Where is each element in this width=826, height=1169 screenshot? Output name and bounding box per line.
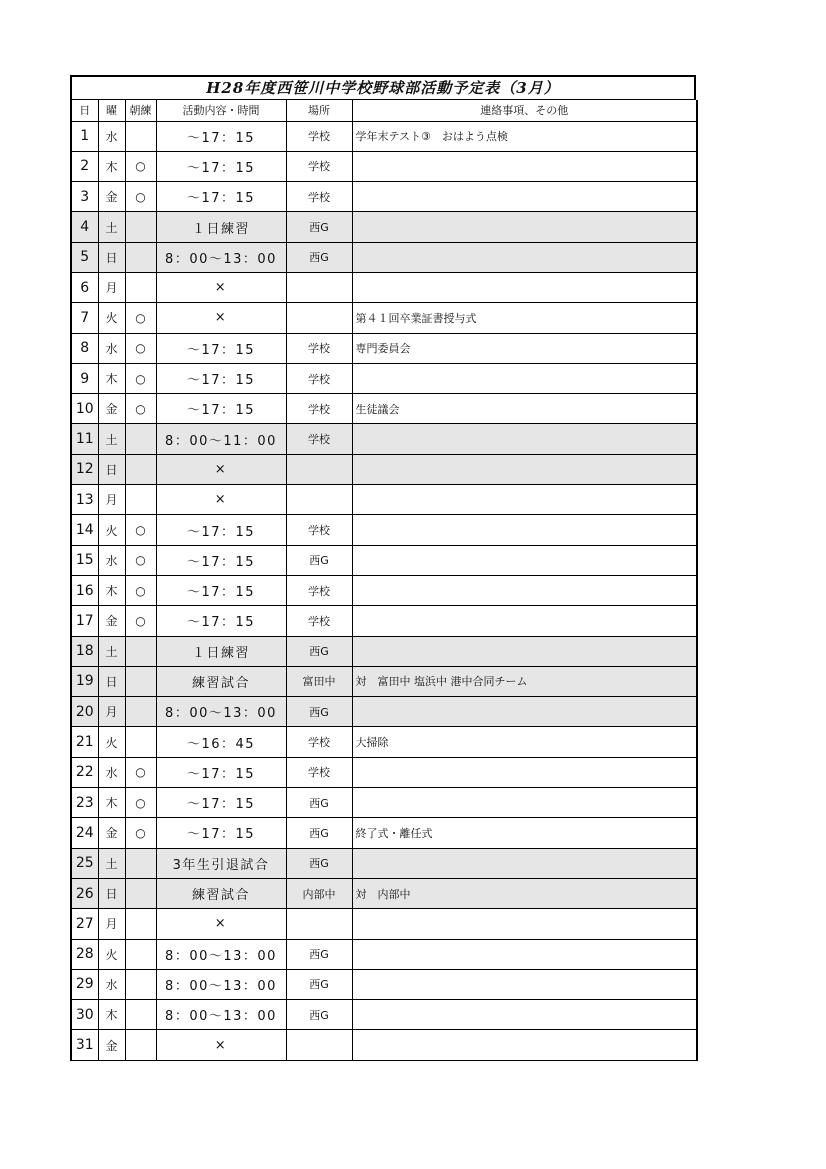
notes-cell bbox=[352, 151, 697, 181]
place-cell: 学校 bbox=[286, 727, 352, 757]
day-cell: 16 bbox=[71, 575, 98, 605]
weekday-cell: 木 bbox=[98, 788, 125, 818]
table-row bbox=[71, 333, 697, 363]
schedule-table bbox=[70, 100, 698, 1061]
table-row bbox=[71, 575, 697, 605]
notes-cell bbox=[352, 363, 697, 393]
place-cell: 学校 bbox=[286, 363, 352, 393]
activity-cell: 3年生引退試合 bbox=[156, 848, 286, 878]
place-cell: 学校 bbox=[286, 757, 352, 787]
activity-cell: 練習試合 bbox=[156, 878, 286, 908]
place-cell: 学校 bbox=[286, 151, 352, 181]
morning-practice-cell bbox=[125, 485, 156, 515]
activity-cell: ～17：15 bbox=[156, 818, 286, 848]
place-cell: 学校 bbox=[286, 515, 352, 545]
activity-cell: × bbox=[156, 909, 286, 939]
notes-cell bbox=[352, 1030, 697, 1060]
weekday-cell: 火 bbox=[98, 303, 125, 333]
activity-cell: × bbox=[156, 1030, 286, 1060]
morning-practice-cell bbox=[125, 121, 156, 151]
morning-practice-cell: ○ bbox=[125, 182, 156, 212]
notes-cell bbox=[352, 545, 697, 575]
day-cell: 1 bbox=[71, 121, 98, 151]
notes-cell bbox=[352, 969, 697, 999]
weekday-cell: 木 bbox=[98, 1000, 125, 1030]
notes-cell: 対 内部中 bbox=[352, 878, 697, 908]
page-title: H28年度西笹川中学校野球部活動予定表（3月） bbox=[70, 75, 696, 100]
place-cell: 西G bbox=[286, 697, 352, 727]
weekday-cell: 火 bbox=[98, 939, 125, 969]
activity-cell: ～17：15 bbox=[156, 757, 286, 787]
activity-cell: ～17：15 bbox=[156, 333, 286, 363]
weekday-cell: 木 bbox=[98, 575, 125, 605]
day-cell: 10 bbox=[71, 394, 98, 424]
day-cell: 15 bbox=[71, 545, 98, 575]
header-activity: 活動内容・時間 bbox=[156, 100, 286, 121]
activity-cell: ～17：15 bbox=[156, 394, 286, 424]
weekday-cell: 月 bbox=[98, 909, 125, 939]
notes-cell bbox=[352, 757, 697, 787]
activity-cell: 8：00～13：00 bbox=[156, 242, 286, 272]
activity-cell: ～17：15 bbox=[156, 575, 286, 605]
table-row bbox=[71, 697, 697, 727]
morning-practice-cell bbox=[125, 848, 156, 878]
place-cell: 西G bbox=[286, 636, 352, 666]
notes-cell bbox=[352, 515, 697, 545]
morning-practice-cell: ○ bbox=[125, 575, 156, 605]
notes-cell bbox=[352, 212, 697, 242]
notes-cell bbox=[352, 575, 697, 605]
day-cell: 24 bbox=[71, 818, 98, 848]
morning-practice-cell bbox=[125, 636, 156, 666]
table-row bbox=[71, 303, 697, 333]
morning-practice-cell: ○ bbox=[125, 757, 156, 787]
weekday-cell: 土 bbox=[98, 636, 125, 666]
place-cell: 西G bbox=[286, 939, 352, 969]
notes-cell bbox=[352, 182, 697, 212]
activity-cell: ～16：45 bbox=[156, 727, 286, 757]
weekday-cell: 日 bbox=[98, 242, 125, 272]
weekday-cell: 日 bbox=[98, 666, 125, 696]
activity-cell: ～17：15 bbox=[156, 182, 286, 212]
morning-practice-cell: ○ bbox=[125, 303, 156, 333]
morning-practice-cell bbox=[125, 454, 156, 484]
weekday-cell: 水 bbox=[98, 333, 125, 363]
notes-cell bbox=[352, 939, 697, 969]
weekday-cell: 木 bbox=[98, 151, 125, 181]
morning-practice-cell: ○ bbox=[125, 363, 156, 393]
day-cell: 12 bbox=[71, 454, 98, 484]
table-row bbox=[71, 121, 697, 151]
weekday-cell: 月 bbox=[98, 697, 125, 727]
activity-cell: 練習試合 bbox=[156, 666, 286, 696]
place-cell bbox=[286, 909, 352, 939]
header-weekday: 曜 bbox=[98, 100, 125, 121]
day-cell: 28 bbox=[71, 939, 98, 969]
day-cell: 29 bbox=[71, 969, 98, 999]
table-row bbox=[71, 212, 697, 242]
weekday-cell: 月 bbox=[98, 272, 125, 302]
day-cell: 17 bbox=[71, 606, 98, 636]
table-row bbox=[71, 485, 697, 515]
notes-cell: 大掃除 bbox=[352, 727, 697, 757]
weekday-cell: 土 bbox=[98, 424, 125, 454]
activity-cell: 8：00～13：00 bbox=[156, 697, 286, 727]
table-row bbox=[71, 1000, 697, 1030]
day-cell: 11 bbox=[71, 424, 98, 454]
table-row bbox=[71, 394, 697, 424]
day-cell: 2 bbox=[71, 151, 98, 181]
notes-cell bbox=[352, 424, 697, 454]
table-row bbox=[71, 757, 697, 787]
day-cell: 13 bbox=[71, 485, 98, 515]
table-row bbox=[71, 818, 697, 848]
day-cell: 9 bbox=[71, 363, 98, 393]
place-cell bbox=[286, 272, 352, 302]
weekday-cell: 木 bbox=[98, 363, 125, 393]
notes-cell bbox=[352, 909, 697, 939]
table-row bbox=[71, 182, 697, 212]
day-cell: 22 bbox=[71, 757, 98, 787]
weekday-cell: 金 bbox=[98, 394, 125, 424]
morning-practice-cell bbox=[125, 939, 156, 969]
notes-cell: 学年末テスト③ おはよう点検 bbox=[352, 121, 697, 151]
weekday-cell: 水 bbox=[98, 969, 125, 999]
notes-cell: 専門委員会 bbox=[352, 333, 697, 363]
morning-practice-cell: ○ bbox=[125, 606, 156, 636]
activity-cell: ～17：15 bbox=[156, 363, 286, 393]
morning-practice-cell: ○ bbox=[125, 151, 156, 181]
day-cell: 23 bbox=[71, 788, 98, 818]
header-notes: 連絡事項、その他 bbox=[352, 100, 697, 121]
notes-cell bbox=[352, 454, 697, 484]
schedule-sheet bbox=[70, 75, 696, 1061]
notes-cell: 生徒議会 bbox=[352, 394, 697, 424]
place-cell: 学校 bbox=[286, 333, 352, 363]
day-cell: 8 bbox=[71, 333, 98, 363]
activity-cell: ～17：15 bbox=[156, 788, 286, 818]
day-cell: 3 bbox=[71, 182, 98, 212]
day-cell: 7 bbox=[71, 303, 98, 333]
day-cell: 5 bbox=[71, 242, 98, 272]
place-cell: 学校 bbox=[286, 182, 352, 212]
morning-practice-cell bbox=[125, 242, 156, 272]
notes-cell bbox=[352, 788, 697, 818]
morning-practice-cell bbox=[125, 424, 156, 454]
table-row bbox=[71, 272, 697, 302]
table-row bbox=[71, 151, 697, 181]
notes-cell: 終了式・離任式 bbox=[352, 818, 697, 848]
activity-cell: １日練習 bbox=[156, 212, 286, 242]
day-cell: 19 bbox=[71, 666, 98, 696]
day-cell: 20 bbox=[71, 697, 98, 727]
weekday-cell: 火 bbox=[98, 727, 125, 757]
activity-cell: １日練習 bbox=[156, 636, 286, 666]
table-row bbox=[71, 727, 697, 757]
notes-cell bbox=[352, 242, 697, 272]
place-cell: 西G bbox=[286, 788, 352, 818]
table-row bbox=[71, 1030, 697, 1060]
table-row bbox=[71, 636, 697, 666]
place-cell bbox=[286, 485, 352, 515]
notes-cell: 第４１回卒業証書授与式 bbox=[352, 303, 697, 333]
table-row bbox=[71, 242, 697, 272]
day-cell: 25 bbox=[71, 848, 98, 878]
table-row bbox=[71, 454, 697, 484]
place-cell: 西G bbox=[286, 818, 352, 848]
morning-practice-cell: ○ bbox=[125, 394, 156, 424]
notes-cell bbox=[352, 606, 697, 636]
table-row bbox=[71, 848, 697, 878]
activity-cell: ～17：15 bbox=[156, 151, 286, 181]
header-day: 日 bbox=[71, 100, 98, 121]
place-cell bbox=[286, 1030, 352, 1060]
place-cell: 富田中 bbox=[286, 666, 352, 696]
place-cell: 西G bbox=[286, 545, 352, 575]
place-cell bbox=[286, 454, 352, 484]
activity-cell: × bbox=[156, 303, 286, 333]
activity-cell: 8：00～11：00 bbox=[156, 424, 286, 454]
table-row bbox=[71, 878, 697, 908]
morning-practice-cell bbox=[125, 878, 156, 908]
activity-cell: ～17：15 bbox=[156, 606, 286, 636]
table-row bbox=[71, 363, 697, 393]
day-cell: 31 bbox=[71, 1030, 98, 1060]
place-cell: 西G bbox=[286, 848, 352, 878]
table-row bbox=[71, 606, 697, 636]
morning-practice-cell bbox=[125, 272, 156, 302]
morning-practice-cell: ○ bbox=[125, 515, 156, 545]
day-cell: 27 bbox=[71, 909, 98, 939]
notes-cell bbox=[352, 636, 697, 666]
morning-practice-cell bbox=[125, 909, 156, 939]
activity-cell: 8：00～13：00 bbox=[156, 969, 286, 999]
place-cell: 学校 bbox=[286, 424, 352, 454]
table-row bbox=[71, 969, 697, 999]
day-cell: 30 bbox=[71, 1000, 98, 1030]
place-cell: 西G bbox=[286, 969, 352, 999]
weekday-cell: 水 bbox=[98, 545, 125, 575]
activity-cell: × bbox=[156, 272, 286, 302]
table-row bbox=[71, 666, 697, 696]
day-cell: 4 bbox=[71, 212, 98, 242]
morning-practice-cell bbox=[125, 666, 156, 696]
table-row bbox=[71, 909, 697, 939]
morning-practice-cell: ○ bbox=[125, 788, 156, 818]
weekday-cell: 日 bbox=[98, 878, 125, 908]
activity-cell: × bbox=[156, 454, 286, 484]
weekday-cell: 月 bbox=[98, 485, 125, 515]
activity-cell: 8：00～13：00 bbox=[156, 939, 286, 969]
place-cell: 内部中 bbox=[286, 878, 352, 908]
activity-cell: ～17：15 bbox=[156, 515, 286, 545]
notes-cell bbox=[352, 1000, 697, 1030]
morning-practice-cell bbox=[125, 969, 156, 999]
activity-cell: 8：00～13：00 bbox=[156, 1000, 286, 1030]
weekday-cell: 水 bbox=[98, 121, 125, 151]
morning-practice-cell: ○ bbox=[125, 333, 156, 363]
place-cell: 学校 bbox=[286, 606, 352, 636]
table-row bbox=[71, 515, 697, 545]
morning-practice-cell bbox=[125, 1000, 156, 1030]
day-cell: 14 bbox=[71, 515, 98, 545]
day-cell: 26 bbox=[71, 878, 98, 908]
place-cell: 学校 bbox=[286, 394, 352, 424]
activity-cell: ～17：15 bbox=[156, 545, 286, 575]
header-place: 場所 bbox=[286, 100, 352, 121]
morning-practice-cell bbox=[125, 727, 156, 757]
activity-cell: × bbox=[156, 485, 286, 515]
activity-cell: ～17：15 bbox=[156, 121, 286, 151]
notes-cell bbox=[352, 485, 697, 515]
morning-practice-cell bbox=[125, 697, 156, 727]
weekday-cell: 金 bbox=[98, 182, 125, 212]
day-cell: 21 bbox=[71, 727, 98, 757]
place-cell: 学校 bbox=[286, 121, 352, 151]
notes-cell bbox=[352, 272, 697, 302]
morning-practice-cell bbox=[125, 1030, 156, 1060]
header-row bbox=[71, 100, 697, 121]
notes-cell bbox=[352, 848, 697, 878]
notes-cell: 対 富田中 塩浜中 港中合同チーム bbox=[352, 666, 697, 696]
weekday-cell: 水 bbox=[98, 757, 125, 787]
day-cell: 6 bbox=[71, 272, 98, 302]
weekday-cell: 金 bbox=[98, 606, 125, 636]
weekday-cell: 火 bbox=[98, 515, 125, 545]
place-cell: 学校 bbox=[286, 575, 352, 605]
weekday-cell: 土 bbox=[98, 848, 125, 878]
morning-practice-cell: ○ bbox=[125, 818, 156, 848]
table-row bbox=[71, 545, 697, 575]
table-row bbox=[71, 939, 697, 969]
morning-practice-cell: ○ bbox=[125, 545, 156, 575]
weekday-cell: 土 bbox=[98, 212, 125, 242]
table-row bbox=[71, 788, 697, 818]
place-cell bbox=[286, 303, 352, 333]
place-cell: 西G bbox=[286, 242, 352, 272]
morning-practice-cell bbox=[125, 212, 156, 242]
notes-cell bbox=[352, 697, 697, 727]
weekday-cell: 金 bbox=[98, 1030, 125, 1060]
header-morning-practice: 朝練 bbox=[125, 100, 156, 121]
day-cell: 18 bbox=[71, 636, 98, 666]
weekday-cell: 日 bbox=[98, 454, 125, 484]
place-cell: 西G bbox=[286, 1000, 352, 1030]
place-cell: 西G bbox=[286, 212, 352, 242]
weekday-cell: 金 bbox=[98, 818, 125, 848]
table-row bbox=[71, 424, 697, 454]
